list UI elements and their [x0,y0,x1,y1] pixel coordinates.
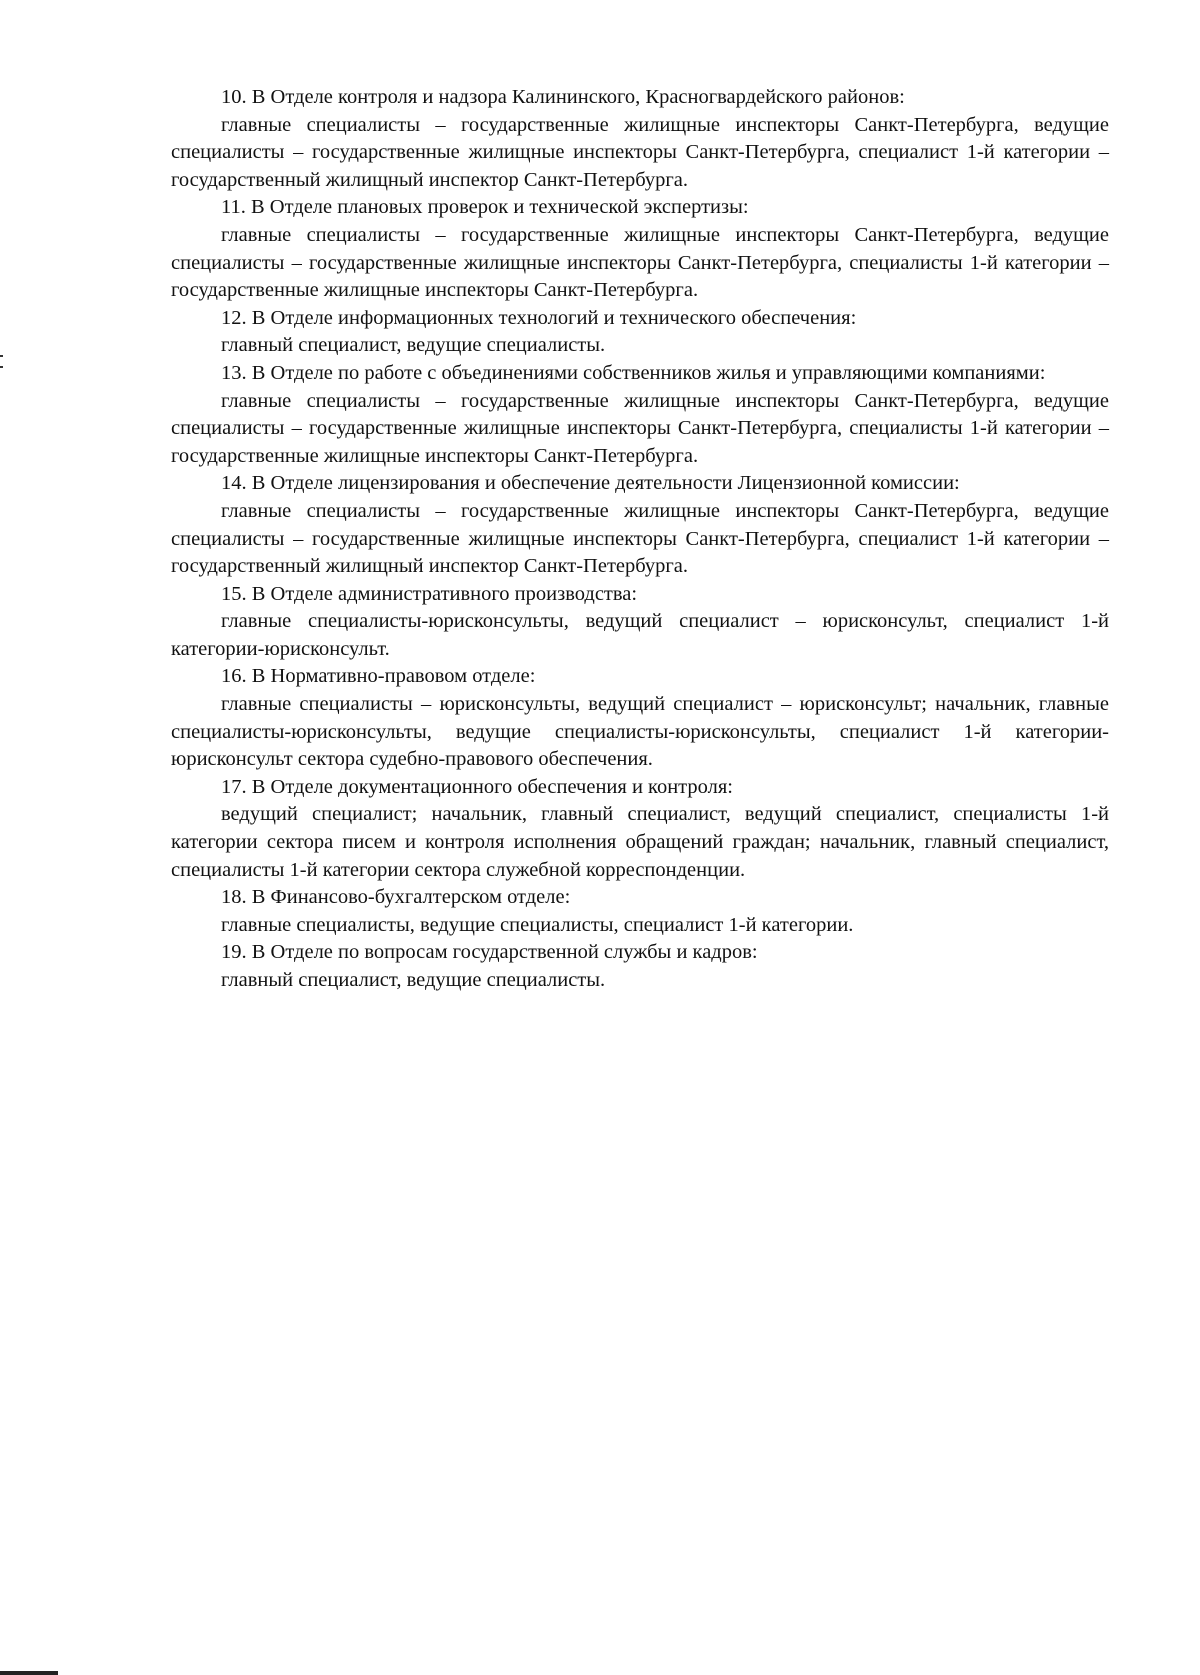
section-15 [171,581,1109,664]
section-body: главный специалист, ведущие специалисты. [221,334,606,357]
section-16 [171,663,1109,773]
left-margin-marks [0,355,4,383]
section-17 [171,774,1109,884]
section-body: главные специалисты – государственные жилищные инспекторы Санкт-Петербурга, ведущие специалисты – государственные жилищные инспекторы Санкт-Петербурга, специалист 1-й категории – государственный жилищный инспектор Санкт-Петербурга. [171,113,1109,191]
section-10 [171,84,1109,194]
document-body [171,84,1109,995]
section-body: главный специалист, ведущие специалисты. [221,969,606,991]
section-heading: 17. В Отделе документационного обеспечения и контроля: [221,775,733,798]
section-heading: 14. В Отделе лицензирования и обеспечение деятельности Лицензионной комиссии: [221,472,960,495]
margin-mark [0,366,3,368]
section-18 [171,884,1109,939]
section-heading: 11. В Отделе плановых проверок и технической экспертизы: [221,196,749,219]
scan-edge-mark [0,1671,58,1675]
section-13 [171,360,1109,470]
section-body: главные специалисты – государственные жилищные инспекторы Санкт-Петербурга, ведущие специалисты – государственные жилищные инспекторы Санкт-Петербурга, специалист 1-й категории – государственный жилищный инспектор Санкт-Петербурга. [171,499,1109,578]
section-heading: 19. В Отделе по вопросам государственной службы и кадров: [221,941,758,964]
section-12 [171,305,1109,360]
section-heading: 10. В Отделе контроля и надзора Калининского, Красногвардейского районов: [221,86,905,108]
section-body: главные специалисты – государственные жилищные инспекторы Санкт-Петербурга, ведущие специалисты – государственные жилищные инспекторы Санкт-Петербурга, специалисты 1-й категории – государственные жилищные инспекторы Санкт-Петербурга. [171,223,1109,302]
section-heading: 16. В Нормативно-правовом отделе: [221,665,536,688]
section-heading: 18. В Финансово-бухгалтерском отделе: [221,886,571,909]
section-14 [171,470,1109,580]
section-heading: 12. В Отделе информационных технологий и технического обеспечения: [221,306,857,329]
section-body: главные специалисты-юрисконсульты, ведущий специалист – юрисконсульт, специалист 1-й категории-юрисконсульт. [171,610,1109,660]
section-heading: 13. В Отделе по работе с объединениями собственников жилья и управляющими компаниями: [221,361,1046,384]
section-body: главные специалисты, ведущие специалисты, специалист 1-й категории. [221,913,854,936]
section-body: главные специалисты – юрисконсульты, ведущий специалист – юрисконсульт; начальник, главные специалисты-юрисконсульты, ведущие специалисты-юрисконсульты, специалист 1-й категории-юрисконсульт сектора судебно-правового обеспечения. [171,693,1109,771]
margin-mark [0,355,3,357]
section-body: главные специалисты – государственные жилищные инспекторы Санкт-Петербурга, ведущие специалисты – государственные жилищные инспекторы Санкт-Петербурга, специалисты 1-й категории – государственные жилищные инспекторы Санкт-Петербурга. [171,389,1109,467]
section-11 [171,194,1109,304]
section-body: ведущий специалист; начальник, главный специалист, ведущий специалист, специалисты 1-й категории сектора писем и контроля исполнения обращений граждан; начальник, главный специалист, специалисты 1-й категории сектора служебной корреспонденции. [171,803,1109,881]
section-heading: 15. В Отделе административного производства: [221,582,638,605]
section-19 [171,939,1109,994]
